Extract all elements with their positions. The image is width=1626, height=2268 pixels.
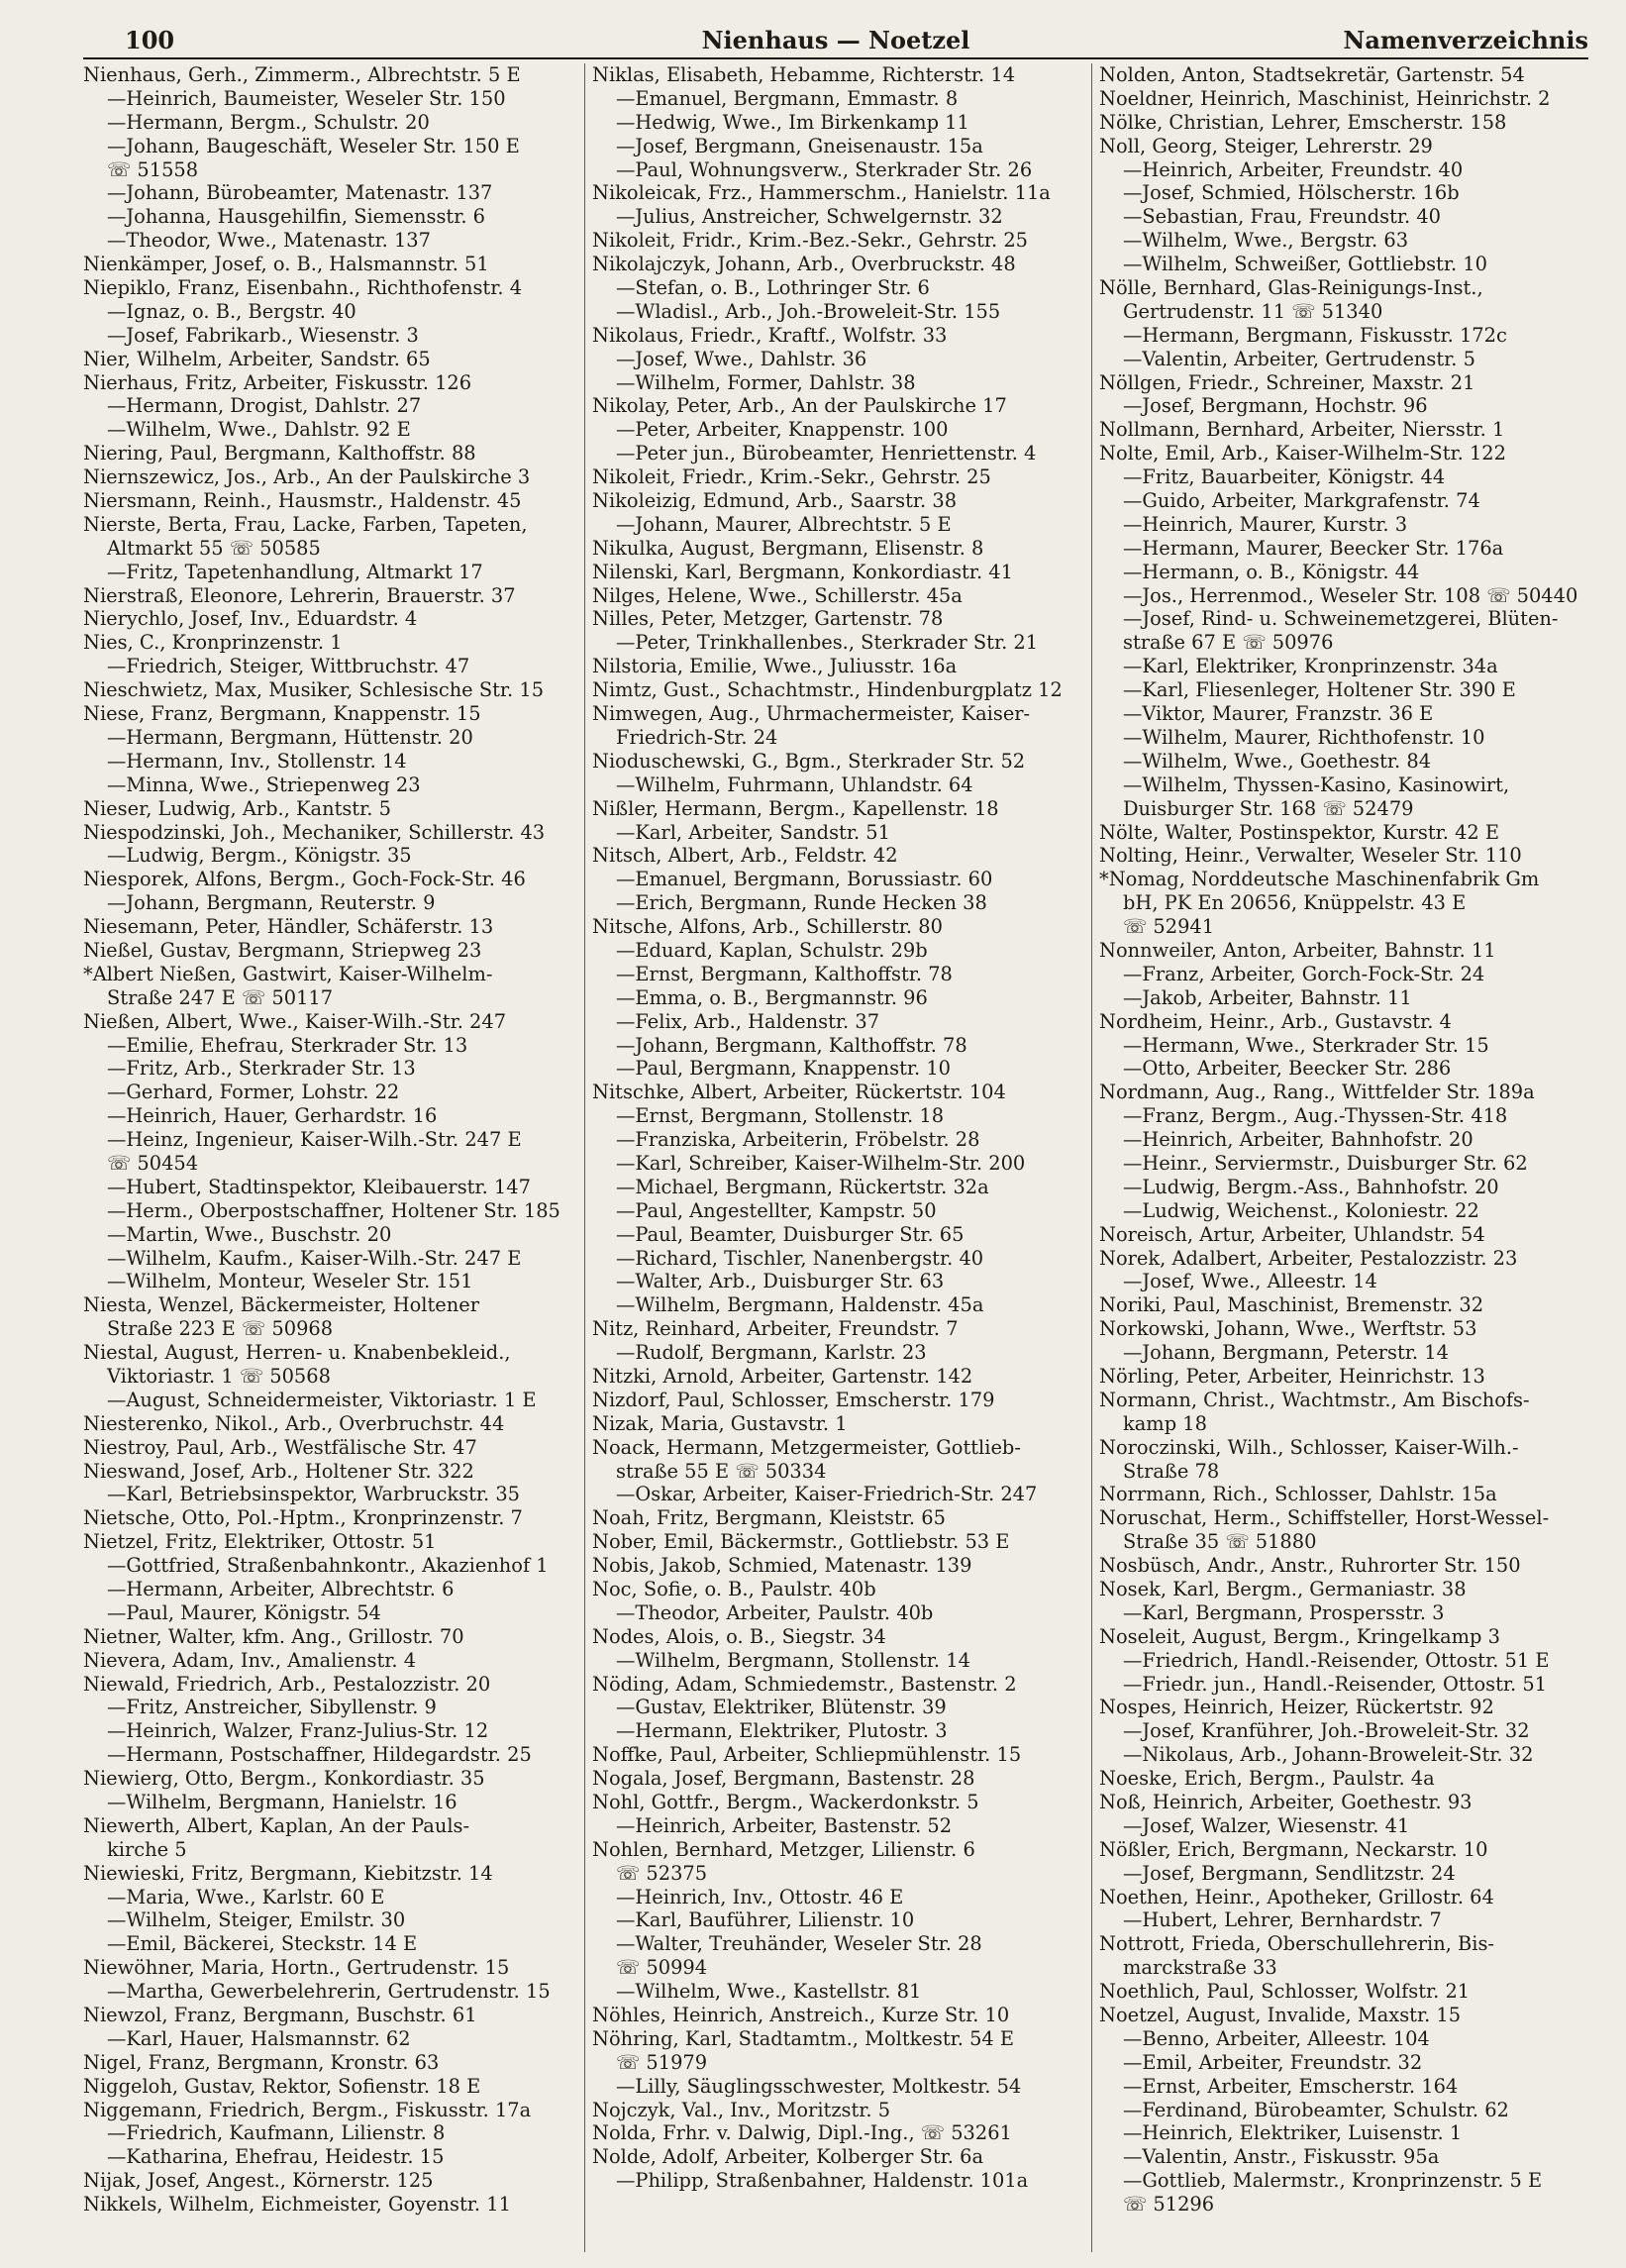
- directory-entry: Noethen, Heinr., Apotheker, Grillostr. 64: [1099, 1885, 1494, 1908]
- directory-entry: —Josef, Rind- u. Schweinemetzgerei, Blüten-: [1123, 607, 1559, 631]
- directory-entry: —Karl, Bergmann, Prospersstr. 3: [1123, 1600, 1445, 1624]
- directory-entry: —Josef, Wwe., Dahlstr. 36: [616, 347, 867, 370]
- directory-entry: Nietner, Walter, kfm. Ang., Grillostr. 70: [83, 1624, 464, 1648]
- directory-entry: —Karl, Arbeiter, Sandstr. 51: [616, 820, 890, 844]
- directory-entry: —Viktor, Maurer, Franzstr. 36 E: [1123, 702, 1434, 726]
- directory-entry: Niklas, Elisabeth, Hebamme, Richterstr. 14: [592, 63, 1016, 86]
- directory-entry: Niespodzinski, Joh., Mechaniker, Schillerstr. 43: [83, 820, 546, 844]
- running-head-title: Nienhaus — Noetzel: [701, 26, 970, 54]
- column-divider: [1091, 63, 1092, 2252]
- directory-entry: Nosbüsch, Andr., Anstr., Ruhrorter Str. 150: [1099, 1554, 1521, 1578]
- directory-entry: —Hermann, Inv., Stollenstr. 14: [107, 749, 407, 773]
- directory-entry: Friedrich-Str. 24: [616, 725, 778, 749]
- directory-entry: —Karl, Schreiber, Kaiser-Wilhelm-Str. 200: [616, 1151, 1026, 1175]
- directory-entry: Nonnweiler, Anton, Arbeiter, Bahnstr. 11: [1099, 938, 1496, 962]
- directory-entry: Niese, Franz, Bergmann, Knappenstr. 15: [83, 702, 481, 726]
- directory-entry: Noseleit, August, Bergm., Kringelkamp 3: [1099, 1624, 1500, 1648]
- directory-entry: —Heinrich, Walzer, Franz-Julius-Str. 12: [107, 1719, 489, 1743]
- directory-entry: Noack, Hermann, Metzgermeister, Gottlieb-: [592, 1435, 1021, 1459]
- directory-entry: Nolden, Anton, Stadtsekretär, Gartenstr. 54: [1099, 63, 1525, 86]
- directory-entry: —Hermann, Wwe., Sterkrader Str. 15: [1123, 1033, 1489, 1057]
- directory-entry: —Heinrich, Baumeister, Weseler Str. 150: [107, 86, 506, 110]
- directory-entry: —Heinrich, Hauer, Gerhardstr. 16: [107, 1104, 438, 1128]
- directory-entry: Nizdorf, Paul, Schlosser, Emscherstr. 179: [592, 1388, 995, 1411]
- directory-entry: Norrmann, Rich., Schlosser, Dahlstr. 15a: [1099, 1483, 1497, 1506]
- directory-entry: —Valentin, Arbeiter, Gertrudenstr. 5: [1123, 347, 1475, 370]
- directory-entry: —Fritz, Anstreicher, Sibyllenstr. 9: [107, 1696, 437, 1719]
- directory-entry: —Hermann, Elektriker, Plutostr. 3: [616, 1719, 948, 1743]
- directory-entry: —Erich, Bergmann, Runde Hecken 38: [616, 891, 987, 915]
- directory-entry: Nieswand, Josef, Arb., Holtener Str. 322: [83, 1459, 474, 1483]
- directory-entry: —Heinz, Ingenieur, Kaiser-Wilh.-Str. 247 E: [107, 1128, 522, 1152]
- directory-entry: Noreisch, Artur, Arbeiter, Uhlandstr. 54: [1099, 1222, 1485, 1246]
- directory-entry: —Wilhelm, Thyssen-Kasino, Kasinowirt,: [1123, 773, 1510, 796]
- directory-entry: —Peter, Trinkhallenbes., Sterkrader Str. 21: [616, 631, 1039, 655]
- directory-entry: —Emanuel, Bergmann, Borussiastr. 60: [616, 868, 993, 891]
- directory-entry: —Hermann, Postschaffner, Hildegardstr. 25: [107, 1743, 532, 1767]
- directory-entry: —Emil, Bäckerei, Steckstr. 14 E: [107, 1932, 418, 1956]
- directory-entry: Straße 35 ☏ 51880: [1123, 1530, 1317, 1554]
- directory-entry: *Nomag, Norddeutsche Maschinenfabrik Gm: [1099, 868, 1540, 891]
- directory-entry: —Stefan, o. B., Lothringer Str. 6: [616, 276, 930, 300]
- directory-entry: Nitzki, Arnold, Arbeiter, Gartenstr. 142: [592, 1364, 973, 1388]
- directory-entry: Nospes, Heinrich, Heizer, Rückertstr. 92: [1099, 1696, 1494, 1719]
- directory-entry: —Wilhelm, Fuhrmann, Uhlandstr. 64: [616, 773, 973, 796]
- directory-entry: Niewald, Friedrich, Arb., Pestalozzistr. 20: [83, 1672, 491, 1696]
- directory-entry: Niesterenko, Nikol., Arb., Overbruchstr. 44: [83, 1411, 505, 1435]
- directory-entry: —Wilhelm, Bergmann, Haldenstr. 45a: [616, 1293, 984, 1317]
- directory-entry: —Wilhelm, Wwe., Bergstr. 63: [1123, 229, 1409, 253]
- directory-entry: Niewerth, Albert, Kaplan, An der Pauls-: [83, 1813, 470, 1837]
- directory-entry: Noeske, Erich, Bergm., Paulstr. 4a: [1099, 1767, 1435, 1791]
- directory-entry: —Wilhelm, Schweißer, Gottliebstr. 10: [1123, 253, 1487, 276]
- directory-entry: —Heinrich, Arbeiter, Bahnhofstr. 20: [1123, 1128, 1474, 1152]
- directory-entry: —Hedwig, Wwe., Im Birkenkamp 11: [616, 110, 969, 134]
- directory-entry: —Gerhard, Former, Lohstr. 22: [107, 1081, 400, 1104]
- directory-entry: —Heinrich, Inv., Ottostr. 46 E: [616, 1885, 904, 1908]
- directory-entry: Nikkels, Wilhelm, Eichmeister, Goyenstr. 11: [83, 2193, 511, 2216]
- directory-entry: —Walter, Treuhänder, Weseler Str. 28: [616, 1932, 982, 1956]
- directory-entry: Nobis, Jakob, Schmied, Matenastr. 139: [592, 1554, 972, 1578]
- directory-entry: Nioduschewski, G., Bgm., Sterkrader Str. 52: [592, 749, 1026, 773]
- directory-entry: —Johann, Maurer, Albrechtstr. 5 E: [616, 512, 952, 536]
- directory-entry: Niewieski, Fritz, Bergmann, Kiebitzstr. 14: [83, 1861, 493, 1885]
- directory-entry: —Ernst, Bergmann, Kalthoffstr. 78: [616, 962, 953, 985]
- directory-entry: —Minna, Wwe., Striepenweg 23: [107, 773, 421, 796]
- directory-entry: —Ludwig, Bergm., Königstr. 35: [107, 844, 412, 868]
- directory-entry: —Johann, Baugeschäft, Weseler Str. 150 E: [107, 134, 520, 157]
- directory-entry: Nohl, Gottfr., Bergm., Wackerdonkstr. 5: [592, 1791, 979, 1814]
- directory-entry: —Josef, Kranführer, Joh.-Broweleit-Str. 32: [1123, 1719, 1530, 1743]
- directory-entry: Nilstoria, Emilie, Wwe., Juliusstr. 16a: [592, 655, 958, 678]
- directory-entry: Nier, Wilhelm, Arbeiter, Sandstr. 65: [83, 347, 431, 370]
- directory-entry: Nierste, Berta, Frau, Lacke, Farben, Tapeten,: [83, 512, 528, 536]
- directory-entry: Viktoriastr. 1 ☏ 50568: [107, 1364, 331, 1388]
- directory-entry: —Maria, Wwe., Karlstr. 60 E: [107, 1885, 385, 1908]
- directory-entry: —Emanuel, Bergmann, Emmastr. 8: [616, 86, 959, 110]
- directory-entry: Nörling, Peter, Arbeiter, Heinrichstr. 13: [1099, 1364, 1485, 1388]
- directory-column-1: [83, 63, 576, 2252]
- directory-entry: —Theodor, Arbeiter, Paulstr. 40b: [616, 1600, 934, 1624]
- directory-entry: Nies, C., Kronprinzenstr. 1: [83, 631, 343, 655]
- directory-entry: —Wilhelm, Maurer, Richthofenstr. 10: [1123, 725, 1485, 749]
- directory-entry: Nimwegen, Aug., Uhrmachermeister, Kaiser-: [592, 702, 1031, 726]
- directory-column-3: [1099, 63, 1592, 2252]
- directory-entry: —Johann, Bergmann, Reuterstr. 9: [107, 891, 436, 915]
- directory-entry: —Peter jun., Bürobeamter, Henriettenstr. 4: [616, 442, 1037, 465]
- directory-entry: —Franz, Arbeiter, Gorch-Fock-Str. 24: [1123, 962, 1485, 985]
- directory-entry: —Karl, Betriebsinspektor, Warbruckstr. 35: [107, 1483, 521, 1506]
- directory-entry: —Josef, Schmied, Hölscherstr. 16b: [1123, 181, 1460, 205]
- directory-entry: —Heinrich, Arbeiter, Bastenstr. 52: [616, 1813, 953, 1837]
- directory-entry: —Josef, Walzer, Wiesenstr. 41: [1123, 1813, 1410, 1837]
- directory-entry: Nikolay, Peter, Arb., An der Paulskirche 17: [592, 394, 1007, 418]
- directory-entry: bH, PK En 20656, Knüppelstr. 43 E: [1123, 891, 1467, 915]
- directory-entry: Niestroy, Paul, Arb., Westfälische Str. 47: [83, 1435, 477, 1459]
- directory-entry: —Wilhelm, Former, Dahlstr. 38: [616, 370, 916, 394]
- directory-entry: —Fritz, Tapetenhandlung, Altmarkt 17: [107, 560, 483, 583]
- directory-entry: Nohlen, Bernhard, Metzger, Lilienstr. 6: [592, 1837, 975, 1861]
- directory-entry: Nölke, Christian, Lehrer, Emscherstr. 158: [1099, 110, 1507, 134]
- directory-entry: Nöllgen, Friedr., Schreiner, Maxstr. 21: [1099, 370, 1475, 394]
- directory-entry: —Theodor, Wwe., Matenastr. 137: [107, 229, 431, 253]
- directory-entry: —Valentin, Anstr., Fiskusstr. 95a: [1123, 2145, 1440, 2169]
- directory-entry: —Ernst, Bergmann, Stollenstr. 18: [616, 1104, 945, 1128]
- directory-entry: —Paul, Maurer, Königstr. 54: [107, 1600, 381, 1624]
- directory-entry: Niewzol, Franz, Bergmann, Buschstr. 61: [83, 2004, 477, 2027]
- directory-entry: —Heinr., Serviermstr., Duisburger Str. 62: [1123, 1151, 1528, 1175]
- directory-entry: *Albert Nießen, Gastwirt, Kaiser-Wilhelm-: [83, 962, 493, 985]
- directory-entry: —Josef, Wwe., Alleestr. 14: [1123, 1270, 1377, 1293]
- directory-entry: straße 67 E ☏ 50976: [1123, 631, 1334, 655]
- directory-entry: —Hermann, o. B., Königstr. 44: [1123, 560, 1420, 583]
- directory-entry: —Eduard, Kaplan, Schulstr. 29b: [616, 938, 928, 962]
- page-header: [83, 18, 1588, 59]
- directory-entry: Nitsche, Alfons, Arb., Schillerstr. 80: [592, 915, 943, 939]
- directory-entry: Nienhaus, Gerh., Zimmerm., Albrechtstr. 5 E: [83, 63, 521, 86]
- directory-entry: Noß, Heinrich, Arbeiter, Goethestr. 93: [1099, 1791, 1473, 1814]
- directory-entry: —Friedrich, Kaufmann, Lilienstr. 8: [107, 2121, 446, 2145]
- directory-entry: Nienkämper, Josef, o. B., Halsmannstr. 51: [83, 253, 489, 276]
- directory-entry: —Karl, Bauführer, Lilienstr. 10: [616, 1908, 915, 1932]
- directory-entry: —Herm., Oberpostschaffner, Holtener Str. 185: [107, 1198, 560, 1222]
- directory-entry: —Friedrich, Steiger, Wittbruchstr. 47: [107, 655, 470, 678]
- directory-entry: —Fritz, Bauarbeiter, Königstr. 44: [1123, 465, 1446, 489]
- directory-entry: Nizak, Maria, Gustavstr. 1: [592, 1411, 848, 1435]
- directory-entry: —Wilhelm, Wwe., Dahlstr. 92 E: [107, 418, 411, 442]
- directory-entry: —Hubert, Lehrer, Bernhardstr. 7: [1123, 1908, 1442, 1932]
- directory-entry: Nober, Emil, Bäckermstr., Gottliebstr. 53 E: [592, 1530, 1010, 1554]
- directory-entry: —Fritz, Arb., Sterkrader Str. 13: [107, 1057, 416, 1081]
- section-title: Namenverzeichnis: [1343, 26, 1588, 54]
- directory-entry: —Johann, Bergmann, Kalthoffstr. 78: [616, 1033, 967, 1057]
- directory-entry: Nigel, Franz, Bergmann, Kronstr. 63: [83, 2050, 440, 2074]
- directory-entry: Nogala, Josef, Bergmann, Bastenstr. 28: [592, 1767, 975, 1791]
- directory-entry: —Josef, Bergmann, Sendlitzstr. 24: [1123, 1861, 1456, 1885]
- directory-entry: Nottrott, Frieda, Oberschullehrerin, Bis-: [1099, 1932, 1494, 1956]
- directory-entry: —Ernst, Arbeiter, Emscherstr. 164: [1123, 2074, 1459, 2098]
- directory-entry: Nieschwietz, Max, Musiker, Schlesische Str. 15: [83, 678, 545, 702]
- page-number: 100: [125, 26, 175, 54]
- directory-entry: —Michael, Bergmann, Rückertstr. 32a: [616, 1175, 989, 1198]
- directory-entry: Niggemann, Friedrich, Bergm., Fiskusstr. 17a: [83, 2098, 532, 2121]
- directory-entry: Nimtz, Gust., Schachtmstr., Hindenburgplatz 12: [592, 678, 1063, 702]
- directory-entry: Niewöhner, Maria, Hortn., Gertrudenstr. 15: [83, 1956, 510, 1980]
- directory-entry: Nitschke, Albert, Arbeiter, Rückertstr. 104: [592, 1081, 1006, 1104]
- directory-entry: Niesemann, Peter, Händler, Schäferstr. 13: [83, 915, 494, 939]
- directory-entry: Niggeloh, Gustav, Rektor, Sofienstr. 18 E: [83, 2074, 481, 2098]
- directory-entry: —Katharina, Ehefrau, Heidestr. 15: [107, 2145, 445, 2169]
- directory-entry: —Wilhelm, Bergmann, Stollenstr. 14: [616, 1648, 970, 1672]
- directory-entry: Niernszewicz, Jos., Arb., An der Paulskirche 3: [83, 465, 531, 489]
- directory-entry: Nölte, Walter, Postinspektor, Kurstr. 42 E: [1099, 820, 1500, 844]
- directory-entry: —Philipp, Straßenbahner, Haldenstr. 101a: [616, 2169, 1029, 2193]
- directory-entry: Nießel, Gustav, Bergmann, Striepweg 23: [83, 938, 482, 962]
- directory-entry: Noroczinski, Wilh., Schlosser, Kaiser-Wilh.-: [1099, 1435, 1519, 1459]
- directory-entry: kirche 5: [107, 1837, 187, 1861]
- directory-entry: Straße 78: [1123, 1459, 1220, 1483]
- directory-entry: Nolda, Frhr. v. Dalwig, Dipl.-Ing., ☏ 53261: [592, 2121, 1012, 2145]
- directory-entry: Nietsche, Otto, Pol.-Hptm., Kronprinzenstr. 7: [83, 1506, 523, 1530]
- directory-entry: —Friedrich, Handl.-Reisender, Ottostr. 51 E: [1123, 1648, 1550, 1672]
- directory-entry: —Benno, Arbeiter, Alleestr. 104: [1123, 2026, 1430, 2050]
- directory-entry: Niepiklo, Franz, Eisenbahn., Richthofenstr. 4: [83, 276, 523, 300]
- directory-entry: —Ludwig, Weichenst., Koloniestr. 22: [1123, 1198, 1479, 1222]
- directory-entry: Straße 223 E ☏ 50968: [107, 1317, 334, 1341]
- directory-entry: Normann, Christ., Wachtmstr., Am Bischofs-: [1099, 1388, 1530, 1411]
- directory-entry: —Johanna, Hausgehilfin, Siemensstr. 6: [107, 205, 485, 229]
- directory-entry: Nojczyk, Val., Inv., Moritzstr. 5: [592, 2098, 891, 2121]
- directory-entry: —Karl, Elektriker, Kronprinzenstr. 34a: [1123, 655, 1498, 678]
- directory-entry: Nöding, Adam, Schmiedemstr., Bastenstr. 2: [592, 1672, 1017, 1696]
- directory-entry: Nierychlo, Josef, Inv., Eduardstr. 4: [83, 607, 418, 631]
- directory-entry: —Ignaz, o. B., Bergstr. 40: [107, 299, 356, 323]
- directory-entry: Duisburger Str. 168 ☏ 52479: [1123, 796, 1414, 820]
- directory-entry: —Sebastian, Frau, Freundstr. 40: [1123, 205, 1442, 229]
- directory-entry: Noriki, Paul, Maschinist, Bremenstr. 32: [1099, 1293, 1484, 1317]
- directory-entry: Noetzel, August, Invalide, Maxstr. 15: [1099, 2004, 1462, 2027]
- directory-entry: Noruschat, Herm., Schiffsteller, Horst-Wessel-: [1099, 1506, 1550, 1530]
- directory-entry: Noc, Sofie, o. B., Paulstr. 40b: [592, 1578, 876, 1600]
- directory-entry: —Martin, Wwe., Buschstr. 20: [107, 1222, 392, 1246]
- directory-entry: —Gottlieb, Malermstr., Kronprinzenstr. 5 E: [1123, 2169, 1543, 2193]
- directory-entry: —Hermann, Bergmann, Fiskusstr. 172c: [1123, 323, 1507, 347]
- directory-entry: ☏ 51979: [616, 2050, 708, 2074]
- directory-entry: Norkowski, Johann, Wwe., Werftstr. 53: [1099, 1317, 1477, 1341]
- directory-entry: Nierstraß, Eleonore, Lehrerin, Brauerstr. 37: [83, 583, 516, 607]
- directory-entry: Noethlich, Paul, Schlosser, Wolfstr. 21: [1099, 1980, 1471, 2004]
- directory-entry: Nölle, Bernhard, Glas-Reinigungs-Inst.,: [1099, 276, 1483, 300]
- directory-entry: —Martha, Gewerbelehrerin, Gertrudenstr. 15: [107, 1980, 551, 2004]
- directory-entry: —Wilhelm, Steiger, Emilstr. 30: [107, 1908, 406, 1932]
- directory-entry: —Josef, Fabrikarb., Wiesenstr. 3: [107, 323, 419, 347]
- directory-entry: —Gottfried, Straßenbahnkontr., Akazienhof 1: [107, 1554, 549, 1578]
- directory-entry: —Hermann, Bergmann, Hüttenstr. 20: [107, 725, 473, 749]
- directory-entry: marckstraße 33: [1123, 1956, 1277, 1980]
- directory-entry: —Johann, Bürobeamter, Matenastr. 137: [107, 181, 493, 205]
- directory-entry: Nilenski, Karl, Bergmann, Konkordiastr. 41: [592, 560, 1013, 583]
- directory-entry: Nieser, Ludwig, Arb., Kantstr. 5: [83, 796, 391, 820]
- directory-entry: Niersmann, Reinh., Hausmstr., Haldenstr. 45: [83, 489, 522, 513]
- directory-entry: —Wilhelm, Kaufm., Kaiser-Wilh.-Str. 247 E: [107, 1246, 522, 1270]
- directory-entry: straße 55 E ☏ 50334: [616, 1459, 827, 1483]
- directory-entry: —Walter, Arb., Duisburger Str. 63: [616, 1270, 945, 1293]
- directory-entry: —Lilly, Säuglingsschwester, Moltkestr. 54: [616, 2074, 1022, 2098]
- directory-entry: —Hermann, Bergm., Schulstr. 20: [107, 110, 430, 134]
- directory-entry: —Wilhelm, Wwe., Kastellstr. 81: [616, 1980, 922, 2004]
- directory-entry: —Josef, Bergmann, Hochstr. 96: [1123, 394, 1428, 418]
- directory-entry: Nikolajczyk, Johann, Arb., Overbruckstr. 48: [592, 253, 1016, 276]
- directory-entry: Noah, Fritz, Bergmann, Kleiststr. 65: [592, 1506, 946, 1530]
- directory-entry: —Hubert, Stadtinspektor, Kleibauerstr. 147: [107, 1175, 531, 1198]
- directory-entry: —Wladisl., Arb., Joh.-Broweleit-Str. 155: [616, 299, 1001, 323]
- directory-entry: Gertrudenstr. 11 ☏ 51340: [1123, 299, 1383, 323]
- directory-entry: —Hermann, Arbeiter, Albrechtstr. 6: [107, 1578, 455, 1600]
- directory-entry: —Paul, Bergmann, Knappenstr. 10: [616, 1057, 952, 1081]
- directory-entry: ☏ 50994: [616, 1956, 708, 1980]
- directory-entry: Noeldner, Heinrich, Maschinist, Heinrichstr. 2: [1099, 86, 1551, 110]
- directory-entry: —Heinrich, Elektriker, Luisenstr. 1: [1123, 2121, 1463, 2145]
- directory-entry: Nollmann, Bernhard, Arbeiter, Niersstr. 1: [1099, 418, 1505, 442]
- directory-entry: —Josef, Bergmann, Gneisenaustr. 15a: [616, 134, 983, 157]
- directory-entry: —Wilhelm, Wwe., Goethestr. 84: [1123, 749, 1432, 773]
- directory-entry: Nijak, Josef, Angest., Körnerstr. 125: [83, 2169, 434, 2193]
- directory-entry: Nordmann, Aug., Rang., Wittfelder Str. 189a: [1099, 1081, 1535, 1104]
- directory-entry: Nikoleizig, Edmund, Arb., Saarstr. 38: [592, 489, 958, 513]
- directory-entry: Nitsch, Albert, Arb., Feldstr. 42: [592, 844, 898, 868]
- directory-entry: Nitz, Reinhard, Arbeiter, Freundstr. 7: [592, 1317, 959, 1341]
- directory-entry: —August, Schneidermeister, Viktoriastr. 1 E: [107, 1388, 537, 1411]
- directory-entry: —Rudolf, Bergmann, Karlstr. 23: [616, 1341, 927, 1365]
- directory-entry: Nießen, Albert, Wwe., Kaiser-Wilh.-Str. 247: [83, 1009, 507, 1033]
- directory-entry: Niesporek, Alfons, Bergm., Goch-Fock-Str. 46: [83, 868, 526, 891]
- directory-entry: Nolte, Emil, Arb., Kaiser-Wilhelm-Str. 122: [1099, 442, 1506, 465]
- directory-entry: —Ludwig, Bergm.-Ass., Bahnhofstr. 20: [1123, 1175, 1499, 1198]
- directory-entry: —Felix, Arb., Haldenstr. 37: [616, 1009, 880, 1033]
- directory-entry: Nißler, Hermann, Bergm., Kapellenstr. 18: [592, 796, 999, 820]
- directory-entry: —Paul, Wohnungsverw., Sterkrader Str. 26: [616, 157, 1033, 181]
- directory-entry: Norek, Adalbert, Arbeiter, Pestalozzistr. 23: [1099, 1246, 1518, 1270]
- column-divider: [584, 63, 585, 2252]
- directory-entry: ☏ 51558: [107, 157, 199, 181]
- directory-entry: —Richard, Tischler, Nanenbergstr. 40: [616, 1246, 984, 1270]
- directory-entry: —Julius, Anstreicher, Schwelgernstr. 32: [616, 205, 1003, 229]
- directory-entry: Nößler, Erich, Bergmann, Neckarstr. 10: [1099, 1837, 1488, 1861]
- directory-entry: Nilges, Helene, Wwe., Schillerstr. 45a: [592, 583, 963, 607]
- directory-entry: —Paul, Angestellter, Kampstr. 50: [616, 1198, 937, 1222]
- directory-entry: Nietzel, Fritz, Elektriker, Ottostr. 51: [83, 1530, 437, 1554]
- directory-entry: Altmarkt 55 ☏ 50585: [107, 536, 321, 560]
- directory-entry: —Jos., Herrenmod., Weseler Str. 108 ☏ 50440: [1123, 583, 1578, 607]
- directory-entry: kamp 18: [1123, 1411, 1207, 1435]
- directory-entry: —Hermann, Maurer, Beecker Str. 176a: [1123, 536, 1504, 560]
- directory-entry: Noffke, Paul, Arbeiter, Schliepmühlenstr. 15: [592, 1743, 1022, 1767]
- directory-entry: —Heinrich, Arbeiter, Freundstr. 40: [1123, 157, 1464, 181]
- directory-entry: —Otto, Arbeiter, Beecker Str. 286: [1123, 1057, 1452, 1081]
- directory-column-2: [592, 63, 1085, 2252]
- directory-entry: —Heinrich, Maurer, Kurstr. 3: [1123, 512, 1408, 536]
- directory-entry: Nilles, Peter, Metzger, Gartenstr. 78: [592, 607, 944, 631]
- directory-entry: —Friedr. jun., Handl.-Reisender, Ottostr. 51: [1123, 1672, 1548, 1696]
- directory-entry: —Emma, o. B., Bergmannstr. 96: [616, 985, 928, 1009]
- directory-entry: Niestal, August, Herren- u. Knabenbekleid.,: [83, 1341, 511, 1365]
- directory-entry: Straße 247 E ☏ 50117: [107, 985, 334, 1009]
- directory-entry: Nolde, Adolf, Arbeiter, Kolberger Str. 6a: [592, 2145, 984, 2169]
- directory-entry: Nöhring, Karl, Stadtamtm., Moltkestr. 54 E: [592, 2026, 1015, 2050]
- directory-entry: —Jakob, Arbeiter, Bahnstr. 11: [1123, 985, 1412, 1009]
- directory-entry: —Guido, Arbeiter, Markgrafenstr. 74: [1123, 489, 1480, 513]
- directory-entry: Nierhaus, Fritz, Arbeiter, Fiskusstr. 126: [83, 370, 472, 394]
- directory-entry: Nodes, Alois, o. B., Siegstr. 34: [592, 1624, 886, 1648]
- directory-entry: —Wilhelm, Bergmann, Hanielstr. 16: [107, 1791, 457, 1814]
- directory-entry: —Franziska, Arbeiterin, Fröbelstr. 28: [616, 1128, 980, 1152]
- directory-entry: —Peter, Arbeiter, Knappenstr. 100: [616, 418, 949, 442]
- directory-entry: —Karl, Fliesenleger, Holtener Str. 390 E: [1123, 678, 1516, 702]
- directory-entry: Nikoleicak, Frz., Hammerschm., Hanielstr. 11a: [592, 181, 1051, 205]
- directory-entry: ☏ 52941: [1123, 915, 1215, 939]
- directory-entry: Niewierg, Otto, Bergm., Konkordiastr. 35: [83, 1767, 485, 1791]
- directory-entry: —Paul, Beamter, Duisburger Str. 65: [616, 1222, 965, 1246]
- directory-entry: Nikulka, August, Bergmann, Elisenstr. 8: [592, 536, 984, 560]
- directory-entry: Noll, Georg, Steiger, Lehrerstr. 29: [1099, 134, 1433, 157]
- directory-entry: ☏ 52375: [616, 1861, 708, 1885]
- directory-entry: Niesta, Wenzel, Bäckermeister, Holtener: [83, 1293, 480, 1317]
- directory-entry: —Emilie, Ehefrau, Sterkrader Str. 13: [107, 1033, 468, 1057]
- directory-entry: —Emil, Arbeiter, Freundstr. 32: [1123, 2050, 1423, 2074]
- directory-entry: —Wilhelm, Monteur, Weseler Str. 151: [107, 1270, 473, 1293]
- directory-entry: —Ferdinand, Bürobeamter, Schulstr. 62: [1123, 2098, 1509, 2121]
- directory-entry: —Oskar, Arbeiter, Kaiser-Friedrich-Str. 247: [616, 1483, 1038, 1506]
- directory-entry: ☏ 50454: [107, 1151, 199, 1175]
- directory-entry: —Karl, Hauer, Halsmannstr. 62: [107, 2026, 411, 2050]
- directory-entry: Nikoleit, Friedr., Krim.-Sekr., Gehrstr. 25: [592, 465, 991, 489]
- directory-entry: Nievera, Adam, Inv., Amalienstr. 4: [83, 1648, 417, 1672]
- directory-entry: Nolting, Heinr., Verwalter, Weseler Str. 110: [1099, 844, 1522, 868]
- directory-entry: ☏ 51296: [1123, 2193, 1215, 2216]
- directory-entry: Niering, Paul, Bergmann, Kalthoffstr. 88: [83, 442, 476, 465]
- directory-entry: Nikolaus, Friedr., Kraftf., Wolfstr. 33: [592, 323, 948, 347]
- directory-entry: —Nikolaus, Arb., Johann-Broweleit-Str. 32: [1123, 1743, 1534, 1767]
- directory-entry: —Johann, Bergmann, Peterstr. 14: [1123, 1341, 1449, 1365]
- directory-entry: Nordheim, Heinr., Arb., Gustavstr. 4: [1099, 1009, 1452, 1033]
- directory-entry: —Gustav, Elektriker, Blütenstr. 39: [616, 1696, 947, 1719]
- directory-entry: —Hermann, Drogist, Dahlstr. 27: [107, 394, 422, 418]
- directory-entry: Nöhles, Heinrich, Anstreich., Kurze Str. 10: [592, 2004, 1010, 2027]
- directory-entry: Nosek, Karl, Bergm., Germaniastr. 38: [1099, 1578, 1467, 1600]
- directory-entry: —Franz, Bergm., Aug.-Thyssen-Str. 418: [1123, 1104, 1508, 1128]
- directory-entry: Nikoleit, Fridr., Krim.-Bez.-Sekr., Gehrstr. 25: [592, 229, 1029, 253]
